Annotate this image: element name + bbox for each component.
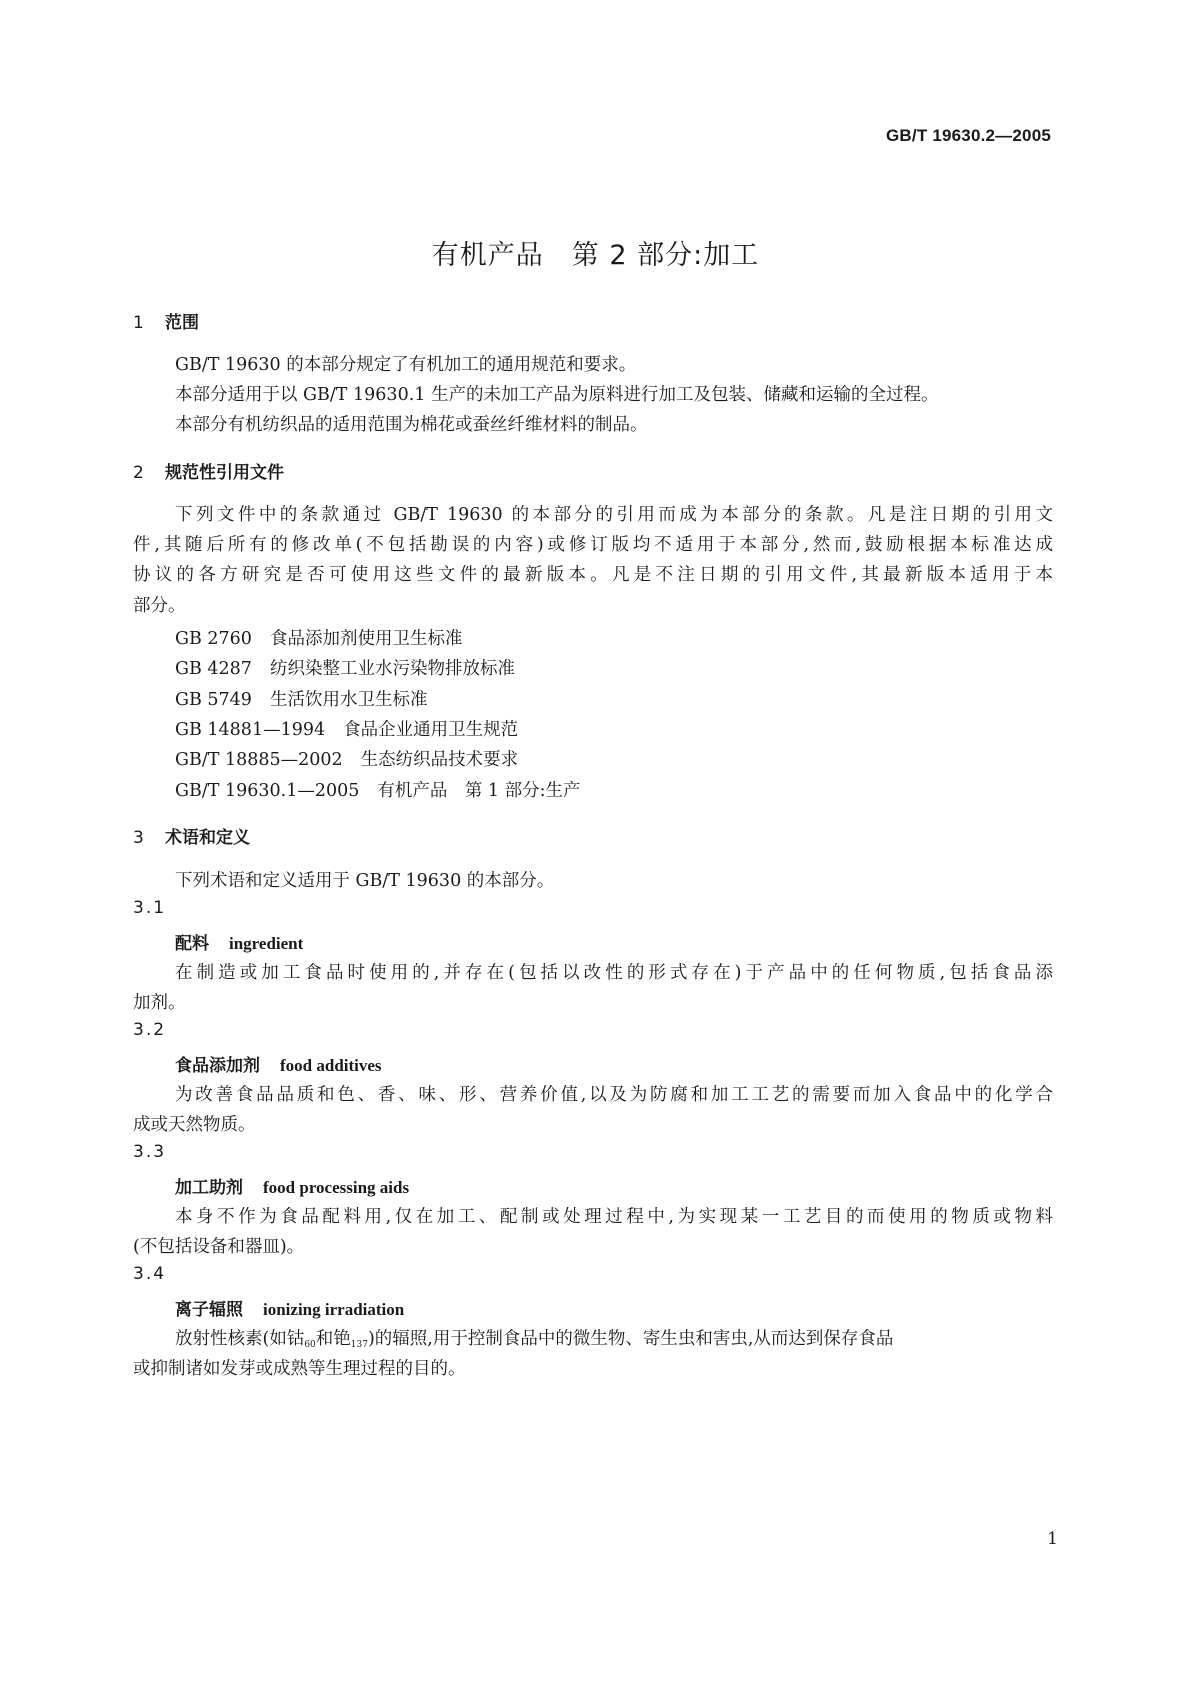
references-paragraph-line: 下列文件中的条款通过 GB/T 19630 的本部分的引用而成为本部分的条款。凡是注日期的引用文 xyxy=(175,505,1053,525)
section-3-heading xyxy=(133,823,250,848)
reference-title: 纺织染整工业水污染物排放标准 xyxy=(269,659,515,679)
term-entry xyxy=(175,1173,409,1198)
term-english: food processing aids xyxy=(263,1178,410,1197)
reference-item xyxy=(175,686,1095,711)
references-paragraph-line: 件,其随后所有的修改单(不包括勘误的内容)或修订版均不适用于本部分,然而,鼓励根据本标准达成 xyxy=(133,535,1053,555)
section-1-number: 1 xyxy=(133,313,144,333)
reference-title: 食品企业通用卫生规范 xyxy=(343,720,519,740)
term-chinese: 离子辐照 xyxy=(175,1300,243,1320)
term-english: ingredient xyxy=(229,934,304,953)
term-chinese: 加工助剂 xyxy=(175,1178,243,1198)
section-3-title: 术语和定义 xyxy=(165,828,250,848)
reference-title: 有机产品 第 1 部分:生产 xyxy=(377,781,581,801)
term-chinese: 配料 xyxy=(175,934,209,954)
term-entry xyxy=(175,929,303,954)
clause-number: 3.2 xyxy=(133,1020,167,1040)
section-1-title: 范围 xyxy=(165,313,199,333)
term-definition-line: 成或天然物质。 xyxy=(133,1115,256,1135)
reference-code: GB 14881—1994 xyxy=(175,720,326,740)
clause-number: 3.4 xyxy=(133,1264,167,1284)
term-definition-line: 在制造或加工食品时使用的,并存在(包括以改性的形式存在)于产品中的任何物质,包括食品添 xyxy=(175,963,1053,983)
term-entry xyxy=(175,1051,382,1076)
scope-paragraph-3: 本部分有机纺织品的适用范围为棉花或蚕丝纤维材料的制品。 xyxy=(175,415,648,435)
section-3-number: 3 xyxy=(133,828,144,848)
reference-title: 食品添加剂使用卫生标准 xyxy=(269,629,463,649)
term-definition-line: 加剂。 xyxy=(133,993,186,1013)
reference-title: 生态纺织品技术要求 xyxy=(360,750,519,770)
section-2-heading xyxy=(133,458,284,483)
definition-text: )的辐照,用于控制食品中的微生物、寄生虫和害虫,从而达到保存食品 xyxy=(367,1329,894,1349)
reference-code: GB/T 18885—2002 xyxy=(175,750,343,770)
reference-item xyxy=(175,655,1095,680)
term-english: food additives xyxy=(280,1056,382,1075)
clause-number: 3.1 xyxy=(133,898,167,918)
isotope-subscript: 60 xyxy=(304,1340,316,1350)
scope-paragraph-1: GB/T 19630 的本部分规定了有机加工的通用规范和要求。 xyxy=(175,355,637,375)
clause-number: 3.3 xyxy=(133,1142,167,1162)
document-title: 有机产品 第 2 部分:加工 xyxy=(431,240,760,271)
reference-item xyxy=(175,746,1095,771)
section-1-heading xyxy=(133,308,199,333)
term-definition-line: (不包括设备和器皿)。 xyxy=(133,1237,305,1257)
term-definition-line xyxy=(175,1325,1095,1350)
term-definition-line: 本身不作为食品配料用,仅在加工、配制或处理过程中,为实现某一工艺目的而使用的物质或物料 xyxy=(175,1207,1053,1227)
terms-intro: 下列术语和定义适用于 GB/T 19630 的本部分。 xyxy=(175,871,555,891)
isotope-subscript: 137 xyxy=(350,1340,368,1350)
term-chinese: 食品添加剂 xyxy=(175,1056,260,1076)
references-paragraph-line: 部分。 xyxy=(133,596,186,616)
term-definition-line: 或抑制诸如发芽或成熟等生理过程的目的。 xyxy=(133,1359,466,1379)
term-english: ionizing irradiation xyxy=(263,1300,405,1319)
references-paragraph-line: 协议的各方研究是否可使用这些文件的最新版本。凡是不注日期的引用文件,其最新版本适用于本 xyxy=(133,565,1053,585)
reference-code: GB 2760 xyxy=(175,629,252,649)
term-definition-line: 为改善食品品质和色、香、味、形、营养价值,以及为防腐和加工工艺的需要而加入食品中的化学合 xyxy=(175,1085,1053,1105)
standard-number: GB/T 19630.2—2005 xyxy=(886,126,1051,145)
reference-item xyxy=(175,777,1095,802)
reference-code: GB 4287 xyxy=(175,659,252,679)
reference-item xyxy=(175,716,1095,741)
reference-item xyxy=(175,625,1095,650)
reference-code: GB 5749 xyxy=(175,690,252,710)
section-2-title: 规范性引用文件 xyxy=(165,463,284,483)
scope-paragraph-2: 本部分适用于以 GB/T 19630.1 生产的未加工产品为原料进行加工及包装、储藏和运输的全过程。 xyxy=(175,385,939,405)
page-number: 1 xyxy=(1047,1529,1058,1549)
term-entry xyxy=(175,1295,404,1320)
reference-title: 生活饮用水卫生标准 xyxy=(269,690,428,710)
section-2-number: 2 xyxy=(133,463,144,483)
definition-text: 和铯 xyxy=(315,1329,351,1349)
definition-text: 放射性核素(如钴 xyxy=(175,1329,305,1349)
reference-code: GB/T 19630.1—2005 xyxy=(175,781,360,801)
